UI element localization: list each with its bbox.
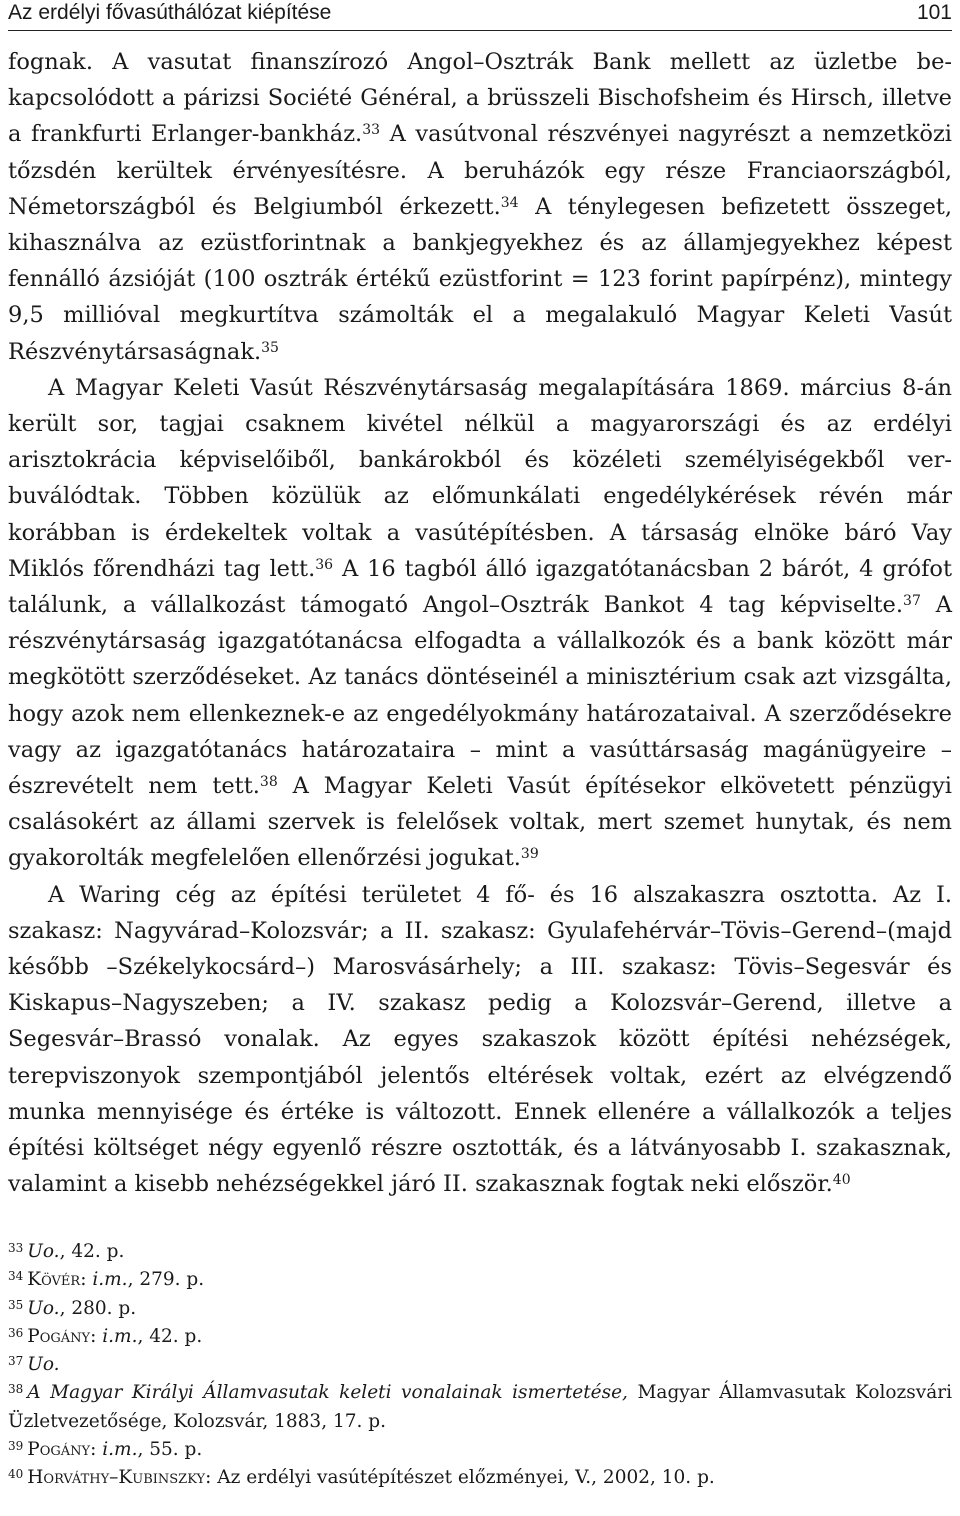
footnote-ref-37: 37 bbox=[903, 593, 921, 610]
footnote-number: 36 bbox=[8, 1325, 24, 1340]
footnote-ref-33: 33 bbox=[362, 122, 381, 139]
footnote-36 bbox=[8, 1323, 952, 1351]
footnote-author: Pogány bbox=[27, 1325, 91, 1347]
footnote-author: Horváthy–Kubinszky bbox=[27, 1467, 206, 1489]
footnote-39 bbox=[8, 1436, 952, 1464]
footnote-italic: Uo. bbox=[27, 1354, 60, 1376]
footnote-ref-39: 39 bbox=[520, 846, 539, 863]
text-run: A részvénytársaság igazgatótanácsa elfogadta a vállalkozók és a bank között már megkötött szerződéseket. Az tanács döntéseinél a minisztérium csak azt vizsgálta, hogy azok nem ellenkeznek-e az engedélyokmány határozataival. A szerződésekre vagy az igazgatótanács határozataira – mint a vasúttársaság magánügyeire – észrevételt nem tett. bbox=[8, 592, 953, 800]
main-text bbox=[8, 44, 952, 1203]
footnote-text: , 279. p. bbox=[127, 1269, 205, 1291]
paragraph-1 bbox=[8, 44, 952, 370]
footnote-italic: Uo. bbox=[27, 1297, 60, 1319]
footnote-text: Magyar Államvasutak Kolozsvári Üzletvezetősége, Kolozsvár, 1883, 17. p. bbox=[8, 1382, 952, 1432]
footnote-text: , 55. p. bbox=[137, 1439, 203, 1461]
footnote-number: 35 bbox=[8, 1297, 24, 1312]
text-run: A Waring cég az építési területet 4 fő- és 16 alszakaszra osztotta. Az I. szakasz: Nagyvárad–Kolozsvár; a II. szakasz: Gyulafehérvár–Tövis–Gerend–(majd később –Székelykocsárd–) Marosvásárhely; a III. szakasz: Tövis–Segesvár és Kiskapus–Nagyszeben; a IV. szakasz pedig a Kolozsvár–Gerend, illetve a Segesvár–Brassó vonalak. Az egyes szakaszok között építési nehézségek, terepviszonyok szempontjából jelentős eltérések voltak, ezért az elvégzendő munka mennyisége és értéke is változott. Ennek ellenére a vállalkozók a teljes építési költséget négy egyenlő részre osztották, és a látványosabb I. szakasznak, valamint a kisebb nehézségekkel járó II. szakasznak fogtak neki először. bbox=[8, 881, 952, 1198]
footnote-ref-40: 40 bbox=[832, 1172, 851, 1189]
footnote-text: , 42. p. bbox=[137, 1325, 203, 1347]
footnote-number: 40 bbox=[8, 1467, 24, 1482]
footnote-ref-38: 38 bbox=[259, 774, 278, 791]
footnote-italic: i.m. bbox=[102, 1439, 138, 1461]
footnote-40 bbox=[8, 1464, 952, 1492]
footnote-ref-34: 34 bbox=[500, 194, 519, 211]
text-run: fognak. A vasutat finanszírozó Angol–Osztrák Bank mellett az üzletbe bekapcsolódott a párizsi Société Général, a brüsszeli Bischofsheim és Hirsch, illetve a frankfurti Erlanger-bankház. bbox=[8, 49, 952, 148]
footnote-ref-35: 35 bbox=[261, 339, 279, 356]
text-run: A 16 tagból álló igazgatótanácsban 2 bárót, 4 grófot találunk, a vállalkozást támogató Angol–Osztrák Bankot 4 tag képviselte. bbox=[8, 555, 953, 619]
footnote-number: 38 bbox=[8, 1382, 24, 1397]
footnote-sep: : bbox=[90, 1439, 103, 1461]
footnote-38 bbox=[8, 1379, 952, 1436]
paragraph-2 bbox=[8, 370, 952, 877]
text-run: A ténylegesen befizetett összeget, kihasználva az ezüstforintnak a bankjegyekhez és az államjegyekhez képest fennálló ázsióját (100 osztrák értékű ezüstforint = 123 forint papírpénz), mintegy 9,5 millióval megkurtítva számolták el a megalakuló Magyar Keleti Vasút Részvénytársaságnak. bbox=[8, 193, 952, 365]
footnote-italic: i.m. bbox=[102, 1325, 138, 1347]
footnote-35 bbox=[8, 1295, 952, 1323]
footnotes bbox=[8, 1238, 952, 1493]
footnote-author: Kövér bbox=[27, 1269, 81, 1291]
footnote-italic: i.m. bbox=[92, 1269, 128, 1291]
footnote-text: : Az erdélyi vasútépítészet előzményei, V., 2002, 10. p. bbox=[205, 1467, 715, 1489]
footnote-italic: A Magyar Királyi Államvasutak keleti vonalainak ismertetése, bbox=[27, 1382, 628, 1404]
footnote-text: , 42. p. bbox=[59, 1241, 125, 1262]
footnote-italic: Uo. bbox=[27, 1241, 60, 1262]
footnote-33 bbox=[8, 1238, 952, 1266]
footnote-number: 37 bbox=[8, 1354, 24, 1369]
footnote-37 bbox=[8, 1351, 952, 1379]
running-header bbox=[8, 0, 952, 31]
footnote-number: 34 bbox=[8, 1269, 24, 1284]
footnote-34 bbox=[8, 1266, 952, 1294]
page-number: 101 bbox=[916, 1, 952, 24]
text-run: A Magyar Keleti Vasút építésekor elkövetett pénzügyi csalásokért az állami szervek is felelősek voltak, mert szemet hunytak, és nem gyakorolták megfelelően ellenőrzési jogukat. bbox=[8, 773, 952, 872]
running-title: Az erdélyi fővasúthálózat kiépítése bbox=[8, 1, 332, 24]
footnote-ref-36: 36 bbox=[315, 556, 334, 573]
footnote-number: 39 bbox=[8, 1439, 24, 1454]
footnote-text: , 280. p. bbox=[59, 1297, 137, 1319]
text-run: A vasútvonal részvényei nagyrészt a nemzetközi tőzsdén kerültek érvényesítésre. A beruházók egy része Franciaországból, Németországból és Belgiumból érkezett. bbox=[8, 121, 952, 220]
footnote-number: 33 bbox=[8, 1241, 24, 1255]
text-run: A Magyar Keleti Vasút Részvénytársaság megalapítására 1869. március 8-án került sor, tagjai csaknem kivétel nélkül a magyarországi és az erdélyi arisztokrácia képviselőiből, bankárokból és közéleti személyiségekből verbuválódtak. Többen közülük az előmunkálati engedélykérések révén már korábban is érdekeltek voltak a vasútépítésben. A társaság elnöke báró Vay Miklós főrendházi tag lett. bbox=[8, 374, 952, 582]
footnote-sep: : bbox=[90, 1325, 103, 1347]
footnote-author: Pogány bbox=[27, 1439, 91, 1461]
footnote-sep: : bbox=[80, 1269, 93, 1291]
paragraph-3 bbox=[8, 877, 952, 1203]
